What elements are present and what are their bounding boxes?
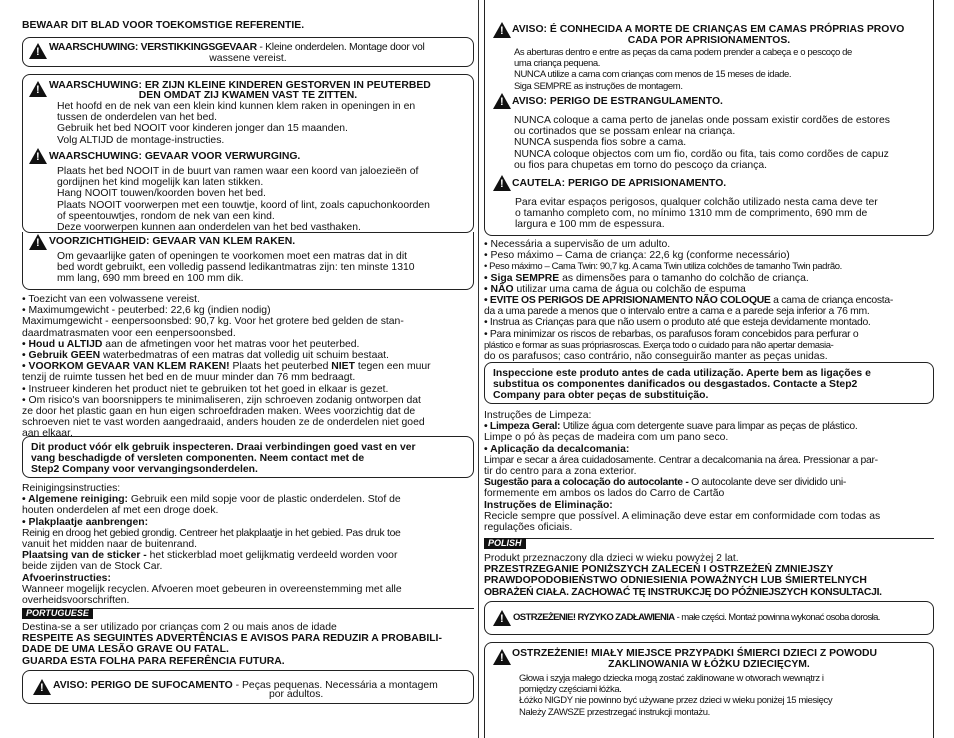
bullet-item: • Gebruik GEEN waterbedmatras of een matras dat volledig uit schuim bestaat.: [22, 350, 389, 362]
warning-line: Gebruik het bed NOOIT voor kinderen jonger dan 15 maanden.: [57, 123, 348, 135]
caution-line: o tamanho completo com, no mínimo 1310 mm de comprimento, 690 mm de: [515, 208, 868, 220]
bullet-item: daardmatrasmaten voor een eenpersoonsbed.: [22, 327, 236, 339]
bullet-item: • Instrueer kinderen het product niet te gebruiken tot het goed in elkaar is gezet.: [22, 383, 389, 395]
warning-line: Należy ZAWSZE przestrzegać instrukcji montażu.: [519, 706, 710, 718]
warning-line: Siga SEMPRE as instruções de montagem.: [514, 80, 683, 92]
polish-choking-warning-box: ! OSTRZEŻENIE! RYZYKO ZADŁAWIENIA - małe części. Montaż powinna wykonać osoba dorosła.: [484, 601, 934, 635]
warning-icon: [33, 679, 51, 695]
section-rule: [484, 538, 934, 539]
column-divider: [478, 0, 479, 738]
bullet-item: ze door het plastic gaan en hun eigen schroefdraden maken. Wees voorzichtig dat de: [22, 406, 416, 418]
warning-title: AVISO: PERIGO DE SUFOCAMENTO: [53, 680, 233, 691]
language-label-polish: POLISH: [484, 538, 526, 549]
inspection-line: Step2 Company voor vervangingsonderdelen.: [31, 464, 258, 476]
warning-line: uma criança pequena.: [514, 58, 601, 70]
bullet-item: • Toezicht van een volwassene vereist.: [22, 294, 200, 305]
bullet-item: • Para minimizar os riscos de rebarbas, os parafusos foram concebidos para perfurar o: [484, 328, 859, 340]
bullet-item: • Peso máximo – Cama Twin: 90,7 kg. A cama Twin utiliza colchões de tamanho Twin padrão.: [484, 261, 842, 273]
caution-line: largura e 100 mm de espessura.: [515, 219, 665, 231]
bullet-item: schroeven niet te vast worden aangedraaid, anders houden ze de onderdelen niet goed: [22, 417, 425, 429]
bullet-item: tenzij de ruimte tussen het bed en de muur minder dan 76 mm bedraagt.: [22, 372, 356, 384]
caution-title: VOORZICHTIGHEID: GEVAAR VAN KLEM RAKEN.: [49, 236, 296, 247]
warning-line: NUNCA coloque objectos com um fio, cordão ou fita, tais como cordões de capuz: [514, 148, 889, 160]
inspection-line: Dit product vóór elk gebruik inspecteren. Draai verbindingen goed vast en ver: [31, 442, 416, 453]
warning-line: ou cortinados que se possam enlear na criança.: [514, 126, 736, 138]
warning-line: tussen de onderdelen van het bed.: [57, 112, 218, 124]
bullet-item: da a uma parede a menos que o intervalo entre a cama e a parede seja inferior a 76 mm.: [484, 306, 870, 318]
warning-icon: [493, 610, 511, 626]
inspection-line: substitua os componentes danificados ou desgastados. Contacte a Step2: [493, 379, 858, 391]
warning-line: of speentouwtjes, rondom de nek van een kind.: [57, 210, 275, 222]
warning-icon: [29, 148, 47, 164]
caution-title: CAUTELA: PERIGO DE APRISIONAMENTO.: [512, 178, 727, 189]
inspection-box: [484, 362, 934, 404]
suffocation-warning-box: ! AVISO: PERIGO DE SUFOCAMENTO - Peças pequenas. Necessária a montagem por adultos.: [22, 670, 474, 704]
caution-line: mm lang, 690 mm breed en 100 mm dik.: [57, 273, 244, 285]
caution-line: Om gevaarlijke gaten of openingen te voorkomen moet een matras dat in dit: [57, 251, 408, 262]
bullet-item: plástico e formar as suas própriasroscas. Exerça todo o cuidado para não apertar demasia-: [484, 339, 834, 351]
warning-line: Deze voorwerpen kunnen aan onderdelen van het bed vasthaken.: [57, 222, 361, 234]
language-label-portuguese: PORTUGUESE: [22, 608, 93, 619]
bullet-item: • Peso máximo – Cama de criança: 22,6 kg (conforme necessário): [484, 250, 790, 262]
bullet-item: aan elkaar.: [22, 428, 73, 440]
warning-line: As aberturas dentro e entre as peças da cama podem prender a cabeça e o pescoço de: [514, 47, 852, 58]
warning-line: Hang NOOIT touwen/koorden boven het bed.: [57, 188, 266, 200]
warning-icon: [29, 234, 47, 250]
inspection-line: Inspeccione este produto antes de cada utilização. Aperte bem as ligações e: [493, 368, 871, 379]
warning-title: AVISO: PERIGO DE ESTRANGULAMENTO.: [512, 96, 723, 107]
cleaning-heading: Instruções de Limpeza:: [484, 410, 592, 421]
warning-text-cont: wassene vereist.: [209, 53, 287, 64]
cleaning-instructions: Reinigingsinstructies: • Algemene reiniging: Gebruik een mild sopje voor de plastic onderdelen. Stof de houten onderdelen af met een droge doek. • Plakplaatje aanbrengen: Reinig en droog het gebied grondig. Centreer het plakplaatje in het gebied. Pas druk toe vanuit het midden naar de buitenrand. Plaatsing van de sticker - het stickerblad moet gelijkmatig verdeeld worden voor beide zijden van de Stock Car. Afvoerinstructies: Wanneer mogelijk recyclen. Afvoeren moet gebeuren in overeenstemming met alle overheidsvoorschriften.: [22, 483, 476, 606]
bullet-item: • EVITE OS PERIGOS DE APRISIONAMENTO NÃO COLOQUE a cama de criança encosta-: [484, 295, 894, 307]
bullet-item: • Siga SEMPRE as dimensões para o tamanho do colchão de criança.: [484, 272, 809, 284]
bullet-item: • VOORKOM GEVAAR VAN KLEM RAKEN! Plaats het peuterbed NIET tegen een muur: [22, 361, 431, 373]
bullet-item: do os parafusos; caso contrário, não conseguirão manter as peças unidas.: [484, 351, 828, 363]
entrapment-warning-box: [22, 74, 474, 233]
dutch-bullets: [22, 294, 476, 440]
warning-title-cont: DEN OMDAT ZIJ KWAMEN VAST TE ZITTEN.: [138, 90, 358, 101]
warning-line: Łóżko NIGDY nie powinno być używane przez dzieci w wieku poniżej 15 miesięcy: [519, 695, 833, 707]
portuguese-intro: Destina-se a ser utilizado por crianças com 2 ou mais anos de idade RESPEITE AS SEGUINTES ADVERTÊNCIAS E AVISOS PARA REDUZIR A PROBABILI- DADE DE UMA LESÃO GRAVE OU FATAL. GUARDA ESTA FOLHA PARA REFERÊNCIA FUTURA.: [22, 622, 442, 667]
warning-title: OSTRZEŻENIE! MIAŁY MIEJSCE PRZYPADKI ŚMIERCI DZIECI Z POWODU: [512, 648, 878, 659]
choking-warning-box: [22, 37, 474, 67]
caution-box: [22, 232, 474, 290]
warning-title: AVISO: É CONHECIDA A MORTE DE CRIANÇAS EM CAMAS PRÓPRIAS PROVO: [512, 24, 905, 35]
warning-line: ou fios para chupetas em torno do pescoço da criança.: [514, 159, 767, 171]
warning-line: Głowa i szyja małego dziecka mogą zostać zaklinowane w otworach wewnątrz i: [519, 673, 824, 684]
inspection-line: Company para obter peças de substituição.: [493, 390, 709, 402]
polish-intro: Produkt przeznaczony dla dzieci w wieku powyżej 2 lat. PRZESTRZEGANIE PONIŻSZYCH ZALECEŃ I OSTRZEŻEŃ ZMNIEJSZY PRAWDOPODOBIEŃSTWO ODNIESIENIA POWAŻNYCH LUB ŚMIERTELNYCH OBRAŻEŃ CIAŁA. ZACHOWAĆ TĘ INSTRUKCJĘ DO PÓŹNIEJSZYCH KONSULTACJI.: [484, 553, 882, 598]
warning-title: WAARSCHUWING: ER ZIJN KLEINE KINDEREN GESTORVEN IN PEUTERBED: [49, 80, 431, 91]
warning-line: pomiędzy częściami łóżka.: [519, 684, 622, 696]
warning-line: NUNCA coloque a cama perto de janelas onde possam existir cordões de estores: [514, 115, 890, 126]
inspection-box: [22, 436, 474, 478]
warning-title: WAARSCHUWING: VERSTIKKINGSGEVAAR: [49, 42, 257, 53]
warning-title-cont: CADA POR APRISIONAMENTOS.: [627, 35, 791, 46]
portuguese-warnings-box: [484, 0, 934, 236]
warning-line: Volg ALTIJD de montage-instructies.: [57, 134, 225, 146]
warning-line: Plaats NOOIT voorwerpen met een touwtje, koord of lint, zoals capuchonkoorden: [57, 199, 430, 211]
warning-title: OSTRZEŻENIE! RYZYKO ZADŁAWIENIA: [513, 612, 675, 623]
bullet-item: • NÃO utilizar uma cama de água ou colchão de espuma: [484, 283, 746, 295]
portuguese-bullets: [484, 239, 936, 362]
caution-line: bed wordt gebruikt, een volledig passend ledikantmatras zijn: ten minste 1310: [57, 262, 415, 274]
cleaning-heading: Reinigingsinstructies:: [22, 483, 121, 494]
warning-line: NUNCA suspenda fios sobre a cama.: [514, 137, 687, 149]
bullet-item: • Maximumgewicht - peuterbed: 22,6 kg (indien nodig): [22, 305, 271, 317]
caution-line: Para evitar espaços perigosos, qualquer colchão utilizado nesta cama deve ter: [515, 197, 878, 208]
inspection-line: vang beschadigde of versleten componenten. Neem contact met de: [31, 453, 365, 465]
warning-line: gordijnen het kind mogelijk kan laten stikken.: [57, 177, 264, 189]
bullet-item: • Houd u ALTIJD aan de afmetingen voor het matras voor het peuterbed.: [22, 338, 360, 350]
cleaning-instructions: Instruções de Limpeza: • Limpeza Geral: Utilize água com detergente suave para limpar as peças de plástico. Limpe o pó às peças de madeira com um pano seco. • Aplicação da decalcomania: Limpar e secar a área cuidadosamente. Centrar a decalcomania na área. Pressionar a par- tir do centro para a zona exterior. Sugestão para a colocação do autocolante - O autocolante deve ser dividido uni- formemente em ambos os lados do Carro de Cartão Instruções de Eliminação: Recicle sempre que possível. A eliminação deve estar em conformidade com todas as regulações oficiais.: [484, 410, 936, 533]
bullet-item: • Instrua as Crianças para que não usem o produto até que esteja devidamente montado.: [484, 317, 871, 329]
warning-text: - Kleine onderdelen. Montage door vol: [256, 42, 425, 53]
warning-icon: [493, 175, 511, 191]
bullet-item: • Necessária a supervisão de um adulto.: [484, 239, 671, 250]
warning-line: NUNCA utilize a cama com crianças com menos de 15 meses de idade.: [514, 69, 792, 81]
keep-sheet-header: BEWAAR DIT BLAD VOOR TOEKOMSTIGE REFERENTIE.: [22, 20, 305, 31]
bullet-item: • Om risico's van boorsnippers te minimaliseren, zijn schroeven zodanig ontworpen dat: [22, 394, 421, 406]
warning-icon: [493, 93, 511, 109]
warning-line: Plaats het bed NOOIT in de buurt van ramen waar een koord van jaloezieën of: [57, 166, 419, 177]
warning-line: Het hoofd en de nek van een klein kind kunnen klem raken in openingen in en: [57, 101, 416, 112]
warning-title-cont: ZAKLINOWANIA W ŁÓŻKU DZIECIĘCYM.: [608, 659, 810, 670]
bullet-item: Maximumgewicht - eenpersoonsbed: 90,7 kg. Voor het grotere bed gelden de stan-: [22, 316, 404, 328]
polish-entrapment-warning-box: [484, 642, 934, 738]
warning-title: WAARSCHUWING: GEVAAR VOOR VERWURGING.: [49, 151, 301, 162]
